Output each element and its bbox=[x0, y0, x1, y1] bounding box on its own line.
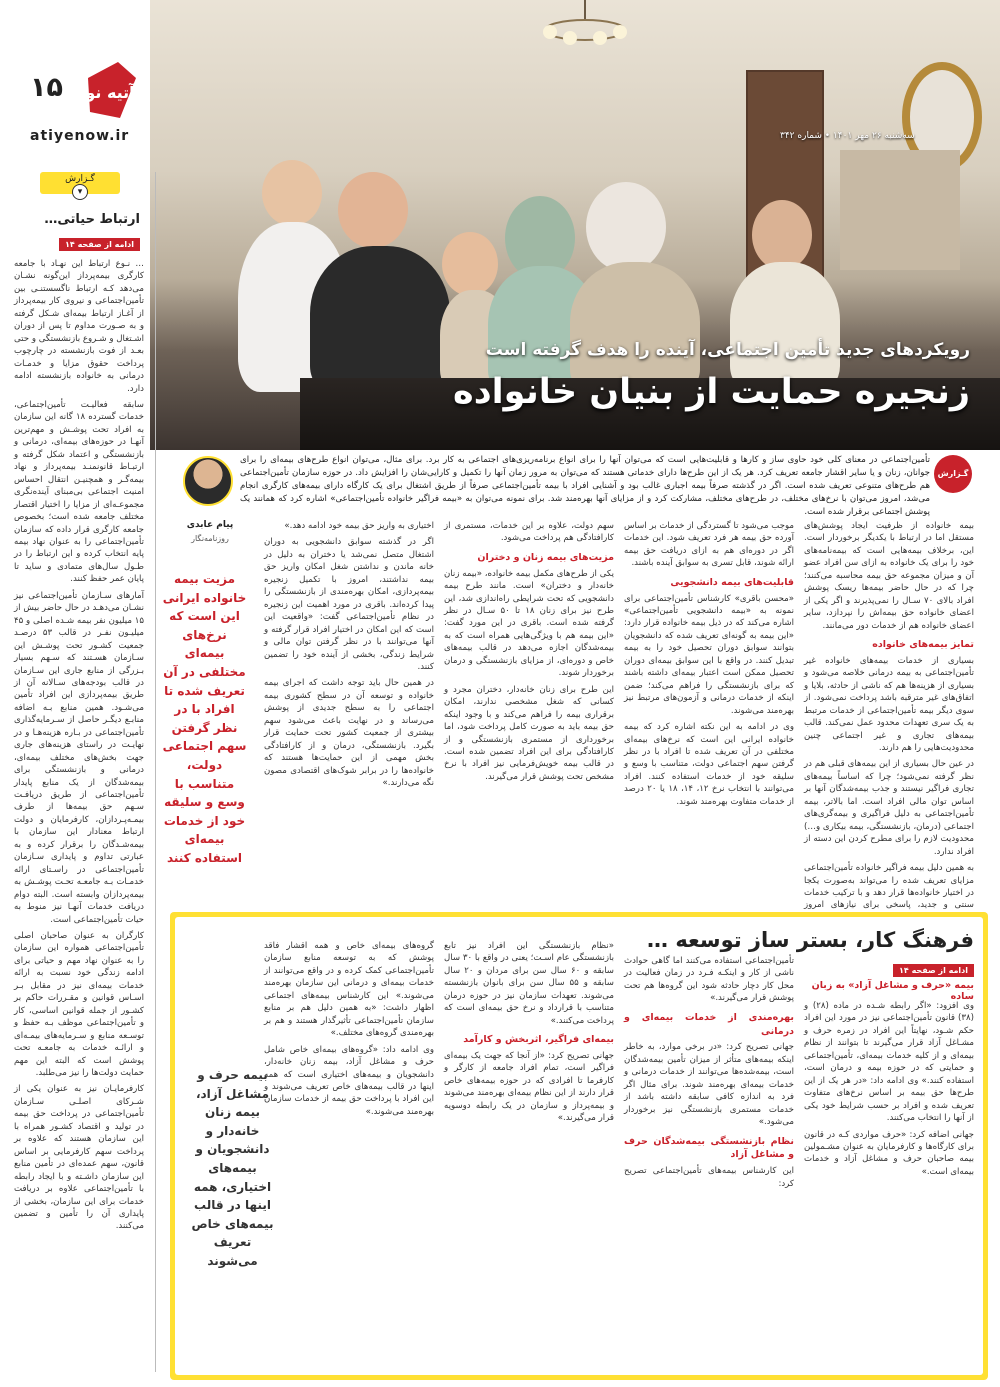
headline-kicker: رویکردهای جدید تأمین اجتماعی، آینده را هدف گرفته است bbox=[485, 340, 970, 360]
paragraph: گروه‌های بیمه‌ای خاص و همه اقشار فاقد پوشش که به توسعه منابع سازمان تأمین‌اجتماعی کمک کرده و در واقع می‌توانند از خدمات بیمه‌ای و درمانی این سازمان بهره‌مند می‌شوند.» این کارشناس بیمه‌های اجتماعی اظهار داشت: «به همین دلیل هم بر منابع سازمان تأمین‌اجتماعی تأثیرگذار هستند و هم بر بهره‌مندی گروه‌های مختلف.» bbox=[264, 941, 434, 1039]
chevron-down-icon: ▾ bbox=[72, 184, 88, 200]
left-column-body bbox=[14, 258, 144, 1358]
headline-title: زنجیره حمایت از بنیان خانواده bbox=[453, 372, 970, 412]
paragraph: آمارهای سـازمان تأمین‌اجتماعی نیز نشـان می‌دهـد در حال حاضر بیش از ۱۵ میلیون نفر بیمه شـده اصلی و ۴۵ میلیـون نفـر در قالب ۵۳ درصـد جمعیت کشـور تحت پوشـش این سـازمان هسـتند که سـهم بسیار بـزرگی از منابع جاری این سـازمان در قالب بودجه‌های سـالانه آن از طریق بیمه‌پردازی این افراد تأمین می‌شـود. همین منابع بـه اضافه منابـع دیگـر حاصل از سـرمایه‌گذاری تأمین‌اجتماعی در بـاره هزینه‌هـا و در نهایـت در راستای هزینه‌های جاری جهت بخش‌های مختلف بیمه‌ای، درمانی و بازنشستگی برای بیمه‌شدگان از یک منابع پایدار تأمین‌اجتماعی از طریق دریافـت سـهم حق بیمه‌ها از طرف بیمـه‌پـردازان، کارفرمایان و دولت ارتباط معنادار این سازمان با بیمه‌شـدگان را برقرار کرده و به عبارتی تداوم و پایداری سـازمان تأمین‌اجتماعی در راسـتای ارائه خدمـات بـه جامعـه تحـت پوشـش به بیمه‌پردازان وابسته است. البته دوام دریافت خدمات آنهـا نیز منوط به حیات تأمین‌اجتماعی است. bbox=[14, 590, 144, 925]
paragraph: وی در ادامه به این نکته اشاره کرد که بیمه خانواده ایرانی این است که نرخ‌های بیمه‌ای مختلفی در آن تعریف شده تا افراد با در نظر گرفتن سهم اجتماعی دولت، متناسب با وسع و سلیقه خود از خدمات استفاده کنند. افراد می‌توانند با انتخاب نرخ ۱۲، ۱۴، ۱۸ یا ۲۰ درصد از خدمات متفاوت بهره‌مند شوند. bbox=[624, 722, 794, 807]
article-column-1 bbox=[804, 520, 974, 910]
paragraph: موجب می‌شود تا گستردگی از خدمات بر اساس آورده حق بیمه هر فرد تعریف شود. این خدمات اگر در دوره‌ای هم به ازای دریافت حق بیمه ارائه شوند، قابل تسری به سوابق آینده باشند. bbox=[624, 521, 794, 569]
paragraph: سابقه فعالیـت تأمین‌اجتماعی، خدمات گسترده ۱۸ گانه این سازمان به افراد تحت پوشـش و مهم‌ترین آنهـا در حوزه‌های بیمه‌ای، درمانی و بازنشستگی و اعتماد شکل گرفته و ارتبـاط قانونمنـد بیمه‌پرداز و نهاد بیمه‌گـر و همچنیـن انتقال احساس امنیت اجتماعی بی‌مبنای آینده‌نگری مجموعـه‌ای از مزایا را اختیار اقتصار مختلف جامعه شده است؛ بخصوص جامعه کارگری قرار داده که سازمان تأمین‌اجتماعی را به عنوان نهاد بیمه پایه انتخاب کرده و این ارتباط را در طـول سال‌های متمادی و ساید تا پایان عمر حفظ کنند. bbox=[14, 399, 144, 585]
paragraph: این کارشناس بیمه‌های تأمین‌اجتماعی تصریح کرد: bbox=[624, 1166, 794, 1189]
paragraph: وی ادامه داد: «گروه‌های بیمه‌ای خاص شامل حرف و مشاغل آزاد، بیمه زنان خانه‌دار، دانشجویان و بیمه‌های اختیاری است که همه اینها در قالب بیمه‌های خاص تعریف می‌شوند و این افراد با پرداخت حق بیمه از خدمات سازمان بهره‌مند می‌شوند.» bbox=[264, 1044, 434, 1117]
girl-head bbox=[262, 160, 322, 226]
issue-line: سه‌شنبه ۲۶ مهر ۱۴۰۱ • شماره ۳۴۲ bbox=[780, 131, 915, 141]
subheading: مزیت‌های بیمه زنان و دختران bbox=[477, 551, 614, 563]
paragraph: «نظام بازنشستگی این افراد نیز تابع بازنشستگی عام اسـت؛ یعنی در واقع با ۳۰ سال سابقه و ۶۰ سال سن برای مردان و ۲۰ سال سابقه و ۵۵ سال سن برای بانوان بازنشسته می‌شوند. تعهدات سازمان نیز در حوزه درمان متناسب با قرارداد و نرخ حق بیمه‌ای است که پرداخت می‌کنند.» bbox=[444, 941, 615, 1026]
pull-quote: مزیت بیمه خانواده ایرانی این است که نرخ‌های بیمه‌ای مختلفی در آن تعریف شده تا افراد با در نظر گرفتن سهم اجتماعی دولت، متناسب با وسع و سلیقه خود از خدمات بیمه‌ای استفاده کنند bbox=[162, 572, 247, 865]
panel-pull-quote: بیمه حرف و مشاغل آزاد، بیمه زنان خانه‌دار و دانشجویان و بیمه‌های اختیاری، همه اینها در قالب بیمه‌های خاص تعریف می‌شوند bbox=[191, 1068, 274, 1268]
paragraph: کارفرمایـان نیز به عنوان یکی از شـرکای اصلـی سـازمان تأمین‌اجتماعی در پرداخت حق بیمه در تولید و اقتصاد کشـور همراه با این سازمان هستند که علاوه بر پرداخت سهم کارفرمایی بر اساس قانون، سهم عمده‌ای در تأمین منابع این سازمان داشـته و با ایجاد رابطه با تأمین‌اجتماعی علاوه بر دریافت خدمات برای این سازمان، بخشی از پایداری آن را تأمین و تضمین می‌کنند. bbox=[14, 1084, 144, 1232]
paragraph: جهانی تصریح کرد: «در برخی موارد، به خاطر اینکه بیمه‌های متأثر از میزان تأمین بیمه‌شدگان است، بیمه‌شده‌ها می‌توانند از خدمات درمانی و خدمات بیمه‌ای بهره‌مند شوند. برای مثال اگر فرد به اندازه کافی سابقه داشته باشد از خدمات مستمری بازنشستگی نیز برخوردار می‌شود.» bbox=[624, 1042, 794, 1128]
paragraph: تأمین‌اجتماعی استفاده می‌کنند اما گاهی حوادث ناشی از کار و اینکـه فـرد در زمان فعالیت در محل کار دچار حادثه شود این گروه‌ها هم تحت پوشش قرار می‌گیرند.» bbox=[624, 956, 794, 1004]
article-intro: تأمین‌اجتماعی در معنای کلی خود حاوی ساز و کارها و قابلیت‌هایی است که می‌توان آنها را برای انواع برنامه‌ریزی‌های اجتماعی به کار برد. برای مثال، می‌توان انواع طرح‌های بیمه‌ای را برای جوانان، زنان و یا سایر اقشار جامعه تعریف کرد. هر یک از این طرح‌ها دارای خدماتی هستند که می‌توان به مرور زمان آنها را تکمیل و کارایی‌شان را افزایش داد. در حوزه سازمان تأمین‌اجتماعی هم طرح‌های متنوعی تعریف شده است. اگر در گذشته صرفاً بیمه اجباری غالب بود و آشنایی افراد با بیمه تأمین‌اجتماعی صرفاً از طریق اشتغال برای یک کارگاه دارای بیمه‌های کارگری انجام می‌شد، امروز می‌توان با نرخ‌های مختلف، در طرح‌های مختلف، مشارکت کرد و از مزایای آنها بهره‌مند شد. برای نمونه می‌توان به «بیمه فراگیر خانواده تأمین‌اجتماعی» اشاره کرد که همانند یک پوشش اجتماعی برقرار شده است. bbox=[240, 455, 930, 517]
author-name: پیام عابدی bbox=[186, 520, 234, 530]
continued-tag: ادامه از صفحه ۱۴ bbox=[59, 238, 140, 251]
paragraph: در عین حال بسیاری از این بیمه‌های قبلی هم در نظر گرفته نمی‌شود؛ چرا که اساساً بیمه‌های تجاری فراگیر نیستند و جذب بیمه‌شدگان آنها بر اساس توان مالی افراد است. اما بالاتر، بیمه تأمین‌اجتماعی به دلیل فراگیری و بیمه‌گری‌های اجتماعی (درمان، بازنشستگی، بیمه بیکاری و…) محدودیت لازم را برای مطرح کردن این دسته از افراد ندارد. bbox=[804, 759, 974, 857]
left-column bbox=[10, 172, 150, 1372]
paragraph: جهانی تصریح کرد: «از آنجا که جهت یک بیمه‌ای فراگیر است، تمام افراد جامعه از کارگر و کارفرما تا افرادی که در حوزه بیمه‌های خاص قرار دارند از این نظام بیمه‌ای بهره‌مند می‌شوند و بیمه‌پرداز و سازمان در یک رابطه دوسویه قرار می‌گیرند.» bbox=[444, 1050, 614, 1124]
paragraph: «محسن باقری» کارشناس تأمین‌اجتماعی برای نمونه به «بیمه دانشجویی تأمین‌اجتماعی» اشاره می‌کند که در ذیل بیمه خانواده قرار دارد: «این بیمه به گونه‌ای تعریف شده که دانشجویان بتوانند سوابق دوران تحصیل خود را به بیمه تبدیل کنند. در واقع با این سوابق بیمه‌ای دوران تحصیل ممکن است اعتبار بیمه‌ای داشته باشند که برای بازنشستگی را فراهم می‌کند؛ ضمن اینکه از خدمات درمانی و آزمون‌های مرتبط نیز بهره‌مند می‌شوند. bbox=[624, 593, 794, 716]
paragraph: وی افزود: «اگر رابطه شـده در ماده (۲۸) و (۳۸) قانون تأمین‌اجتماعی نیز در مورد این افراد حکم شـود، نهایتاً این افراد در زمره حرف و مشـاغل آزاد قرار می‌گیرند تا بتوانند از نظام بیمه‌ای و از کلیه خدمات بیمه‌ای، تأمین‌اجتماعی و حمایتی که در حوزه بیمه و درمان است، استفاده کنند.» وی ادامه داد: «در هر یک از این طرح‌ها حق بیمه بر اساس نرخ‌های متفاوت تعریف شده و افراد بر حسب شرایط خود یکی از آنها را انتخاب می‌کنند. bbox=[804, 1001, 974, 1124]
paragraph: به همین دلیل بیمه فراگیر خانواده تأمین‌اجتماعی مزایای تعریف شده را می‌تواند به‌صورت یکجا در اختیار خانواده‌ها قرار دهد و با ترکیب خدمات سنتی و جدید، پاسخی برای نیازهای امروز bbox=[804, 863, 974, 911]
paragraph: بسیاری از خدمات بیمه‌های خانواده غیر تأمین‌اجتماعی به بیمه درمانی خلاصه می‌شود و بسیاری از هزینه‌ها هم که ناشی از حادثه، بلایا و اتفاق‌های غیر مترقبه باشد پرداخت نمی‌شود. از سوی دیگر بیمه تأمین‌اجتماعی از خدمات مرتبط به یک سری تعهدات محدود عمل نمی‌کند. قالب بیمه‌های تجاری و غیر اجتماعی چنین محدودیت‌هایی را هم دارند. bbox=[804, 655, 974, 754]
paragraph: این طرح برای زنان خانه‌دار، دختران مجرد و کسانی که شغل مشخصی ندارند، امکان برقراری بیمه را فراهم می‌کند و با وجود اینکه حق بیمه باید به صورت کامل پرداخت شود، اما برخورداری از مستمری بازنشستگی و از کارافتادگی برای این افراد تضمین شده است. در قالب بیمه خویش‌فرمایی نیز افراد با نرخ مشخص تحت پوشش قرار می‌گیرند. bbox=[444, 684, 614, 782]
paragraph: … نـوع ارتباط این نهـاد با جامعه کارگری بیمه‌پرداز این‌گونه نشـان می‌دهد کـه ارتباط ناگسستنـی بین تأمین‌اجتماعی و نیروی کار بیمه‌پرداز از آغـاز ارتباط بیمه‌ای شـکل گرفته و به صـورت مداوم تا پس از دوران اشـتغال و شـروع بازنشستگی و حتی بعـد از فوت بازنشسته در چارچوب پرداخت حقوق مزایا و خدمـات درمانی به خانواده بازنشسته ادامه دارد. bbox=[14, 259, 144, 394]
ceiling-lamp-icon bbox=[530, 0, 640, 60]
panel-continued-tag: ادامه از صفحه ۱۴ bbox=[893, 964, 974, 977]
brand-logo-icon bbox=[80, 58, 140, 122]
panel-column-3 bbox=[444, 940, 614, 1370]
paragraph: در همین حال باید توجه داشت که اجرای بیمه خانواده و توسعه آن در سطح کشوری بیمه اجتماعی را به سطح جدیدی از پوشش می‌رساند و در نهایت باعث می‌شود سهم بیشتری از جمعیت کشور تحت حمایت قرار بگیرد. بازنشستگی، درمان و از کارافتادگی بخش مهمی از این حمایت‌ها هستند که خانواده‌ها را در برابر شوک‌های اقتصادی مصون نگه می‌دارند.» bbox=[264, 678, 434, 789]
panel-subtitle: بیمه «حرف و مشاغل آزاد» به زبان ساده bbox=[811, 980, 974, 1002]
paragraph: کارگران به عنوان صاحبان اصلی تأمین‌اجتماعی همواره این سازمان را به عنوان نهاد مهم و حیاتی برای ادامه زندگی خود نسبت به ارائه خدمات بیمه‌ای نیز در مقابل بـر اسـاس قوانین و مقـررات حاکم بر کشـور از جمله قوانین اساسی، کار و تأمین‌اجتماعی موظف بـه حفظ و توسـعه منابع و سـرمایه‌های بیمـه‌ای و ارائـه خدمات به جامعـه تحت پوشش است که البته این مهم حمایت دولت‌ها را نیز می‌طلبد. bbox=[14, 931, 144, 1078]
report-tag: گـزارش bbox=[40, 172, 120, 194]
subheading: نظام بازنشستگی بیمه‌شدگان حرف و مشاغل آزاد bbox=[624, 1135, 794, 1161]
brand-name: آتیه نو bbox=[85, 83, 135, 102]
article-column-2 bbox=[624, 520, 794, 910]
left-column-title: ارتباط حیاتی… bbox=[44, 212, 140, 227]
man-body bbox=[310, 246, 450, 396]
paragraph: جهانی اضافه کرد: «حرف مواردی کـه در قانون برای کارگاه‌ها و کارفرمایان به عنوان مشـمولین بیمه صاحبان حرف و مشاغل آزاد و خدمات بیمه‌ای است.» bbox=[804, 1129, 974, 1177]
subheading: بهره‌مندی از خدمات بیمه‌ای و درمانی bbox=[624, 1011, 794, 1037]
subheading: تمایز بیمه‌های خانواده bbox=[872, 639, 974, 651]
site-url[interactable]: atiyenow.ir bbox=[30, 128, 130, 144]
panel-column-4 bbox=[264, 940, 434, 1370]
panel-title: فرهنگ کار، بستر ساز توسعه … bbox=[647, 928, 974, 952]
child-head bbox=[442, 232, 498, 296]
page-number: ۱۵ bbox=[30, 72, 63, 103]
paragraph: سهم دولت، علاوه بر این خدمات، مستمری از کارافتادگی هم پرداخت می‌شود. bbox=[444, 521, 614, 544]
bookshelf bbox=[840, 150, 960, 270]
report-badge: گـزارش bbox=[934, 455, 972, 493]
subheading: قابلیت‌های بیمه دانشجویی bbox=[670, 576, 794, 588]
paragraph: اگر در گذشته سوابق دانشجویی به دوران اشتغال متصل نمی‌شد یا دختران به دلیل در خانه ماندن و نداشتن شغل امکان واریز حق بیمه نداشتند، امروز با تکمیل زنجیره بیمه‌پردازی، امکان بهره‌مندی از بازنشستگی را پیدا کرده‌اند. باقری در مورد اهمیت این زنجیره در نظام تأمین‌اجتماعی گفت: «واقعیت این است که این امکان در اختیار افراد قرار گرفته و آنها می‌توانند با در نظر گرفتن توان مالی و شرایط زندگی، بخشی از آینده خود را تضمین کنند. bbox=[264, 537, 434, 672]
grandmother-head bbox=[586, 182, 666, 272]
subheading: بیمه‌ای فراگیر، اثربخش و کارآمد bbox=[463, 1034, 614, 1046]
author-role: روزنامه‌نگار bbox=[191, 534, 229, 543]
paragraph: یکی از طرح‌های مکمل بیمه خانواده، «بیمه زنان خانه‌دار و دختران» است. مانند طرح بیمه دانشجویی که تحت شرایطی راه‌اندازی شد، این طرح نیز برای زنان ۱۸ تا ۵۰ سـال در نظر گرفته شده است. باقری در این مورد گفت: «این بیمه هم با ویژگی‌هایی همراه است که به بیمه‌شدگان اجازه می‌دهد در قالب بیمه‌های خاص و دوره‌ای، از مزایای بازنشستگی و درمان برخوردار شوند. bbox=[444, 568, 614, 679]
boy-head bbox=[752, 200, 812, 270]
paragraph: اختیاری به واریز حق بیمه خود ادامه دهد.» bbox=[284, 521, 434, 531]
panel-column-2 bbox=[624, 955, 794, 1370]
article-column-3 bbox=[444, 520, 614, 910]
article-column-4 bbox=[264, 520, 434, 910]
panel-column-1 bbox=[804, 1000, 974, 1370]
man-head bbox=[338, 172, 408, 248]
author-avatar bbox=[183, 456, 233, 506]
column-divider bbox=[155, 172, 156, 1372]
paragraph: بیمه خانواده از ظرفیت ایجاد پوشش‌های مستقل اما در ارتباط با یکدیگر برخوردار است. این، برخلاف بیمه‌هایی است که بیمه‌نامه‌های خود را برای یک خانواده به ازای سن افراد عضو آن و میزان مجموعه حق بیمه محاسبه می‌کنند؛ چرا که در حال حاضر بیمه‌ها ریسک پوشش افراد بالای ۷۰ سـال را نمی‌پذیرند و اگر یکی از اعضای خانواده حق بیمه‌اش را نپردازد، سایر اعضای خانواده هم از خدمات دور می‌مانند. bbox=[804, 521, 974, 631]
